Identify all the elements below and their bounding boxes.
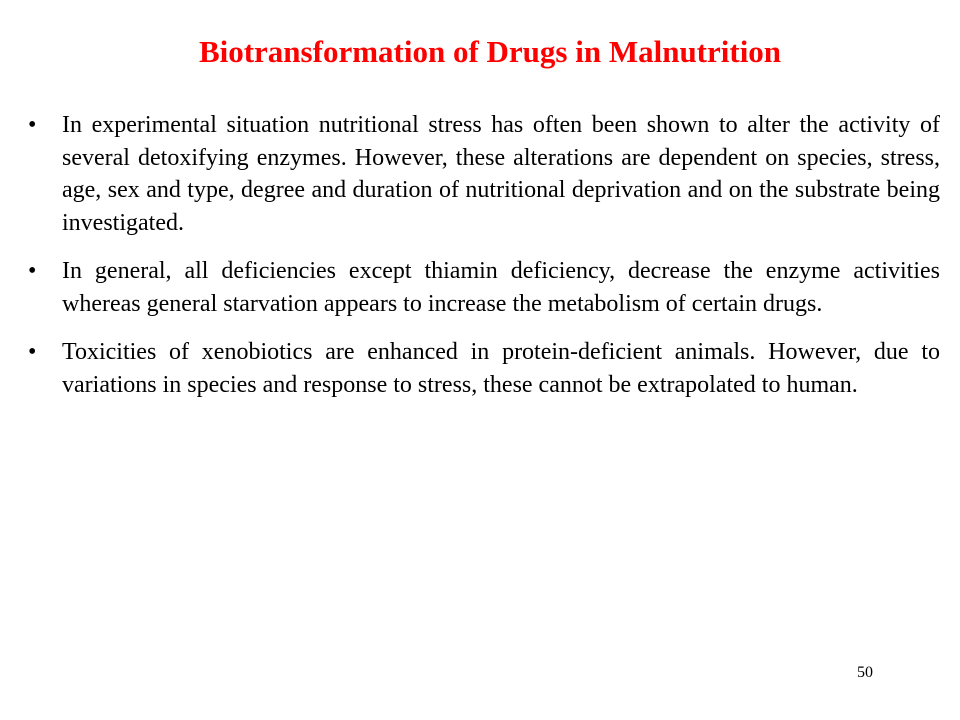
- slide-title: Biotransformation of Drugs in Malnutrition: [198, 34, 782, 69]
- bullet-icon: •: [28, 112, 37, 138]
- bullet-item: [28, 336, 940, 401]
- bullet-icon: •: [28, 258, 37, 284]
- bullet-icon: •: [28, 339, 37, 365]
- page-number: 50: [857, 664, 873, 681]
- bullet-item: [28, 255, 940, 320]
- bullet-text: Toxicities of xenobiotics are enhanced in protein-deficient animals. However, due to variations in species and response to stress, these cannot be extrapolated to human.: [62, 339, 940, 398]
- bullet-item: [28, 109, 940, 239]
- bullet-list: [28, 109, 940, 417]
- bullet-text: In experimental situation nutritional stress has often been shown to alter the activity of several detoxifying enzymes. However, these alterations are dependent on species, stress, age, sex and type, degree and duration of nutritional deprivation and on the substrate being investigated.: [62, 112, 940, 236]
- bullet-text: In general, all deficiencies except thiamin deficiency, decrease the enzyme activities whereas general starvation appears to increase the metabolism of certain drugs.: [62, 258, 940, 317]
